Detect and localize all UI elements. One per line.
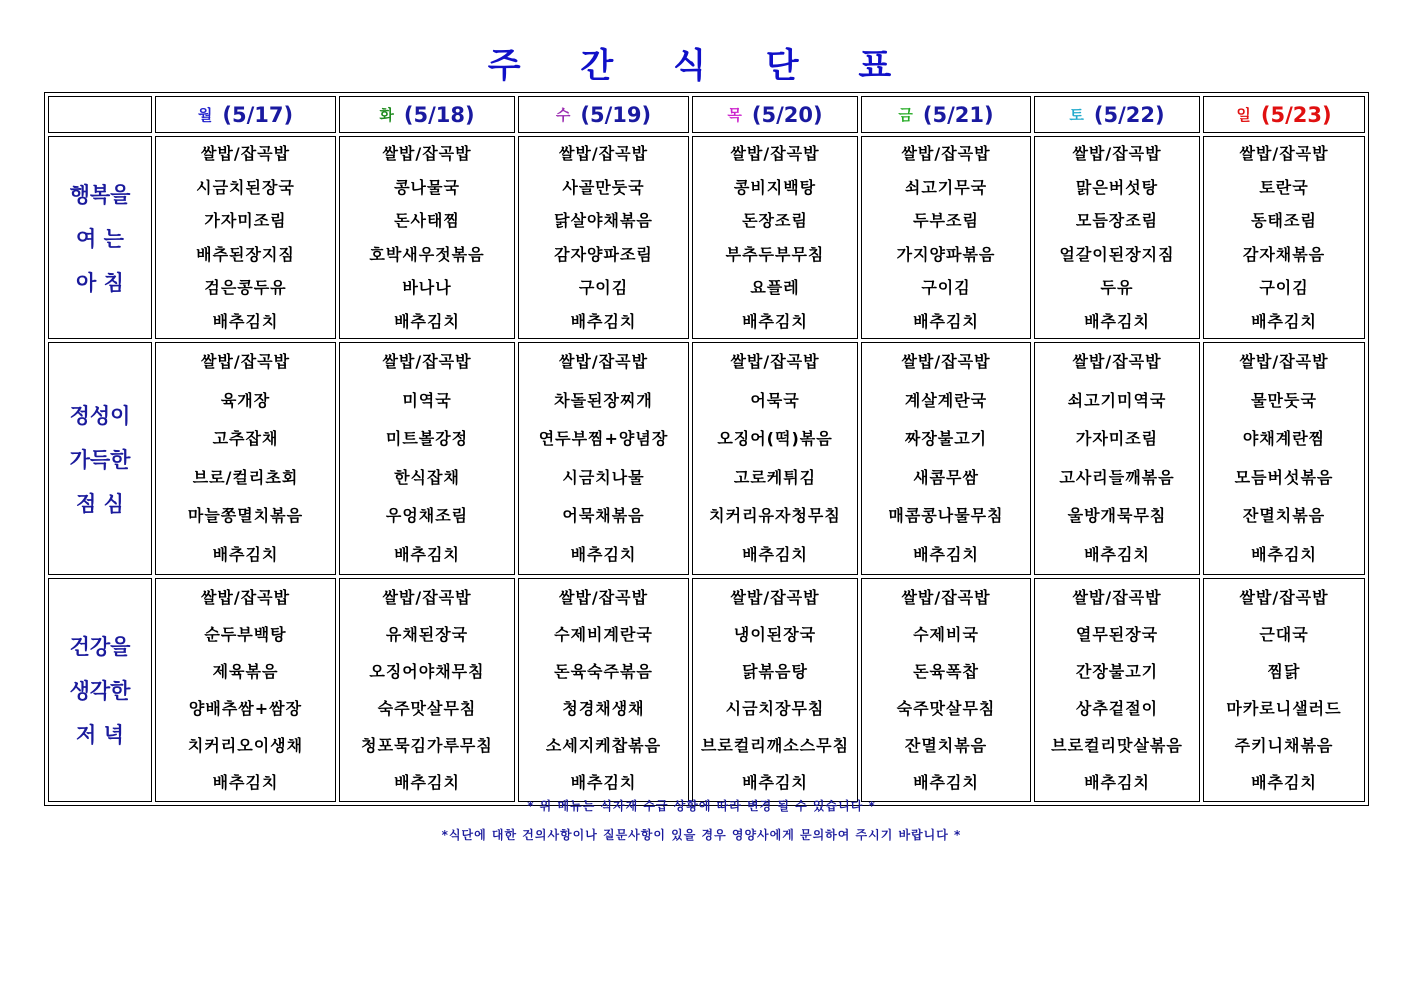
menu-item: 쌀밥/잡곡밥: [200, 144, 291, 163]
menu-cell: [692, 136, 858, 339]
menu-item: 새콤무쌈: [913, 467, 979, 487]
menu-item: 치커리오이생채: [187, 736, 304, 755]
menu-item: 구이김: [1259, 278, 1309, 297]
menu-item: 쇠고기미역국: [1067, 390, 1167, 410]
menu-item: 브로/컬리초회: [192, 467, 299, 487]
menu-item: 사골만둣국: [562, 177, 645, 197]
menu-cell: [1034, 578, 1200, 802]
menu-item: 잔멸치볶음: [904, 736, 988, 755]
menu-item: 배추김치: [1251, 311, 1317, 331]
menu-item: 물만둣국: [1251, 390, 1317, 410]
day-symbol: 화: [379, 105, 394, 124]
menu-item: 유채된장국: [385, 625, 469, 644]
meal-label-line: 행복을: [69, 182, 131, 207]
meal-label-line: 저 녁: [76, 723, 124, 747]
menu-item: 배추김치: [1084, 544, 1150, 564]
menu-item: 배추김치: [1251, 773, 1317, 792]
menu-item: 쌀밥/잡곡밥: [901, 588, 991, 607]
menu-item: 부추두부무침: [725, 244, 825, 264]
menu-item: 가자미조림: [1075, 429, 1159, 448]
menu-item: 쌀밥/잡곡밥: [1072, 588, 1162, 607]
menu-item: 고추잡채: [212, 429, 279, 448]
menu-item: 근대국: [1259, 625, 1309, 644]
day-date: (5/18): [403, 102, 475, 127]
menu-item: 배추김치: [1084, 311, 1150, 331]
menu-item: 차돌된장찌개: [554, 390, 653, 410]
day-date: (5/22): [1093, 102, 1165, 127]
menu-item: 돈육숙주볶음: [554, 662, 653, 681]
menu-cell: [1203, 342, 1365, 575]
menu-cell: [339, 136, 515, 339]
meal-label: [48, 578, 152, 802]
menu-item: 미트볼강정: [385, 429, 469, 448]
menu-item: 배추김치: [1084, 773, 1150, 792]
menu-item: 수제비계란국: [554, 625, 653, 644]
menu-item: 수제비국: [913, 625, 979, 644]
menu-item: 두유: [1100, 278, 1134, 297]
menu-item: 쌀밥/잡곡밥: [382, 588, 472, 607]
menu-item: 배추김치: [394, 773, 460, 792]
menu-item: 시금치된장국: [196, 177, 295, 197]
menu-item: 쌀밥/잡곡밥: [1239, 588, 1329, 607]
menu-item: 울방개묵무침: [1067, 506, 1167, 525]
day-header: [1203, 96, 1365, 133]
menu-item: 쌀밥/잡곡밥: [730, 144, 820, 163]
menu-cell: [339, 342, 515, 575]
day-header: [518, 96, 689, 133]
menu-cell: [1034, 342, 1200, 575]
meal-row-breakfast: [48, 136, 1365, 339]
day-date: (5/21): [922, 102, 994, 127]
menu-item: 배추김치: [570, 311, 637, 331]
menu-item: 간장불고기: [1075, 662, 1159, 681]
menu-item: 순두부백탕: [204, 625, 287, 644]
menu-cell: [518, 578, 689, 802]
meal-row-dinner: [48, 578, 1365, 802]
menu-item: 쌀밥/잡곡밥: [1239, 352, 1329, 371]
menu-item: 닭살야채볶음: [554, 211, 653, 230]
menu-item: 청포묵김가루무침: [361, 736, 493, 755]
menu-item: 치커리유자청무침: [709, 506, 841, 525]
day-header-row: [48, 96, 1365, 133]
meal-label-line: 아 침: [76, 270, 124, 295]
corner-cell: [48, 96, 152, 133]
day-symbol: 일: [1236, 105, 1251, 124]
menu-item: 콩나물국: [394, 177, 460, 197]
menu-item: 브로컬리깨소스무침: [700, 736, 850, 755]
menu-item: 쌀밥/잡곡밥: [901, 352, 991, 371]
menu-item: 브로컬리맛살볶음: [1051, 736, 1183, 755]
menu-item: 매콤콩나물무침: [888, 506, 1004, 525]
menu-cell: [155, 578, 336, 802]
menu-item: 쌀밥/잡곡밥: [200, 352, 291, 371]
menu-item: 맑은버섯탕: [1075, 177, 1159, 197]
menu-item: 배추된장지짐: [196, 244, 295, 264]
menu-item: 배추김치: [913, 773, 979, 792]
menu-item: 가자미조림: [204, 211, 287, 230]
menu-item: 짜장불고기: [904, 429, 988, 448]
menu-item: 배추김치: [742, 544, 808, 564]
menu-item: 쌀밥/잡곡밥: [901, 144, 991, 163]
menu-item: 계살계란국: [904, 390, 988, 410]
menu-item: 돈육폭찹: [913, 662, 979, 681]
menu-item: 찜닭: [1267, 662, 1301, 681]
menu-item: 배추김치: [742, 773, 808, 792]
meal-row-lunch: [48, 342, 1365, 575]
menu-item: 배추김치: [742, 311, 808, 331]
menu-item: 육개장: [220, 390, 271, 410]
menu-item: 배추김치: [394, 311, 460, 331]
menu-item: 미역국: [402, 390, 452, 410]
footnote-menu-change: * 위 메뉴는 식자재 수급 상황에 따라 변경 될 수 있습니다 *: [527, 799, 876, 813]
footnote-contact: *식단에 대한 건의사항이나 질문사항이 있을 경우 영양사에게 문의하여 주시기 바랍니다 *: [441, 828, 962, 842]
menu-item: 두부조림: [913, 211, 979, 230]
menu-item: 쌀밥/잡곡밥: [558, 352, 649, 371]
menu-item: 어묵국: [750, 390, 800, 410]
meal-label-line: 점 심: [76, 491, 124, 516]
menu-item: 청경채생채: [562, 699, 645, 718]
menu-item: 어묵채볶음: [562, 506, 645, 525]
meal-label-line: 정성이: [69, 403, 131, 428]
menu-item: 배추김치: [212, 311, 279, 331]
menu-item: 돈사태찜: [394, 211, 460, 230]
menu-item: 숙주맛살무침: [896, 699, 996, 718]
menu-item: 쌀밥/잡곡밥: [1239, 144, 1329, 163]
menu-item: 구이김: [578, 278, 629, 297]
menu-cell: [692, 578, 858, 802]
menu-cell: [1034, 136, 1200, 339]
day-header: [1034, 96, 1200, 133]
menu-item: 배추김치: [394, 544, 460, 564]
menu-item: 배추김치: [212, 773, 279, 792]
day-date: (5/19): [580, 102, 652, 127]
menu-cell: [155, 342, 336, 575]
menu-item: 닭볶음탕: [742, 662, 808, 681]
day-symbol: 금: [898, 105, 913, 124]
menu-item: 호박새우젓볶음: [369, 244, 485, 264]
day-date: (5/20): [751, 102, 823, 127]
menu-cell: [155, 136, 336, 339]
menu-cell: [692, 342, 858, 575]
menu-item: 쌀밥/잡곡밥: [200, 588, 291, 607]
menu-item: 잔멸치볶음: [1242, 506, 1326, 525]
day-header: [692, 96, 858, 133]
menu-item: 마카로니샐러드: [1226, 699, 1342, 718]
menu-item: 쌀밥/잡곡밥: [382, 352, 472, 371]
menu-item: 배추김치: [1251, 544, 1317, 564]
day-header: [339, 96, 515, 133]
menu-item: 감자채볶음: [1242, 244, 1326, 264]
menu-item: 돈장조림: [742, 211, 808, 230]
menu-item: 주키니채볶음: [1234, 736, 1334, 755]
menu-item: 구이김: [921, 278, 971, 297]
menu-item: 쌀밥/잡곡밥: [730, 352, 820, 371]
menu-item: 오징어(떡)볶음: [717, 429, 833, 448]
menu-item: 모듬버섯볶음: [1234, 467, 1334, 487]
menu-cell: [518, 136, 689, 339]
meal-label-line: 생각한: [69, 679, 131, 703]
menu-cell: [1203, 578, 1365, 802]
day-symbol: 토: [1069, 105, 1084, 124]
day-header: [155, 96, 336, 133]
menu-cell: [861, 136, 1031, 339]
menu-item: 야채계란찜: [1242, 429, 1326, 448]
day-symbol: 월: [197, 105, 213, 124]
day-symbol: 수: [555, 105, 571, 124]
menu-item: 요플레: [750, 278, 800, 297]
menu-item: 시금치장무침: [725, 699, 825, 718]
meal-label-line: 여 는: [76, 226, 124, 251]
menu-item: 배추김치: [913, 544, 979, 564]
menu-item: 바나나: [402, 278, 452, 297]
menu-item: 숙주맛살무침: [377, 699, 477, 718]
menu-item: 열무된장국: [1075, 625, 1159, 644]
menu-cell: [518, 342, 689, 575]
menu-item: 소세지케찹볶음: [545, 736, 662, 755]
day-header: [861, 96, 1031, 133]
menu-item: 쌀밥/잡곡밥: [1072, 144, 1162, 163]
menu-item: 우엉채조림: [385, 506, 469, 525]
menu-item: 쇠고기무국: [904, 177, 988, 197]
day-date: (5/17): [222, 102, 294, 127]
menu-item: 감자양파조림: [554, 244, 653, 264]
menu-item: 제육볶음: [212, 662, 279, 681]
menu-item: 배추김치: [212, 544, 279, 564]
menu-item: 얼갈이된장지짐: [1059, 244, 1175, 264]
weekly-menu-table: [44, 92, 1369, 806]
meal-label: [48, 342, 152, 575]
day-date: (5/23): [1260, 102, 1332, 127]
menu-item: 배추김치: [570, 544, 637, 564]
page-title: 주 간 식 단 표: [487, 46, 916, 86]
menu-item: 배추김치: [570, 773, 637, 792]
menu-cell: [339, 578, 515, 802]
menu-item: 연두부찜+양념장: [538, 429, 669, 448]
menu-item: 배추김치: [913, 311, 979, 331]
menu-item: 동태조림: [1251, 211, 1317, 230]
menu-item: 마늘쫑멸치볶음: [187, 506, 304, 525]
menu-cell: [1203, 136, 1365, 339]
menu-item: 쌀밥/잡곡밥: [730, 588, 820, 607]
menu-item: 고사리들깨볶음: [1059, 467, 1175, 487]
menu-item: 오징어야채무침: [369, 662, 485, 681]
menu-cell: [861, 578, 1031, 802]
menu-item: 쌀밥/잡곡밥: [558, 144, 649, 163]
menu-item: 한식잡채: [394, 467, 460, 487]
menu-item: 냉이된장국: [733, 625, 817, 644]
menu-item: 검은콩두유: [204, 278, 287, 297]
menu-item: 모듬장조림: [1075, 211, 1159, 230]
menu-item: 시금치나물: [562, 467, 645, 487]
menu-item: 콩비지백탕: [733, 177, 817, 197]
menu-item: 쌀밥/잡곡밥: [382, 144, 472, 163]
menu-item: 고로케튀김: [733, 467, 817, 487]
menu-item: 가지양파볶음: [896, 244, 996, 264]
menu-cell: [861, 342, 1031, 575]
menu-item: 양배추쌈+쌈장: [188, 699, 303, 718]
menu-item: 상추겉절이: [1075, 699, 1159, 718]
meal-label: [48, 136, 152, 339]
day-symbol: 목: [727, 105, 742, 124]
menu-item: 쌀밥/잡곡밥: [558, 588, 649, 607]
meal-label-line: 건강을: [69, 635, 131, 659]
menu-item: 토란국: [1259, 177, 1309, 197]
meal-label-line: 가득한: [69, 447, 131, 472]
menu-item: 쌀밥/잡곡밥: [1072, 352, 1162, 371]
